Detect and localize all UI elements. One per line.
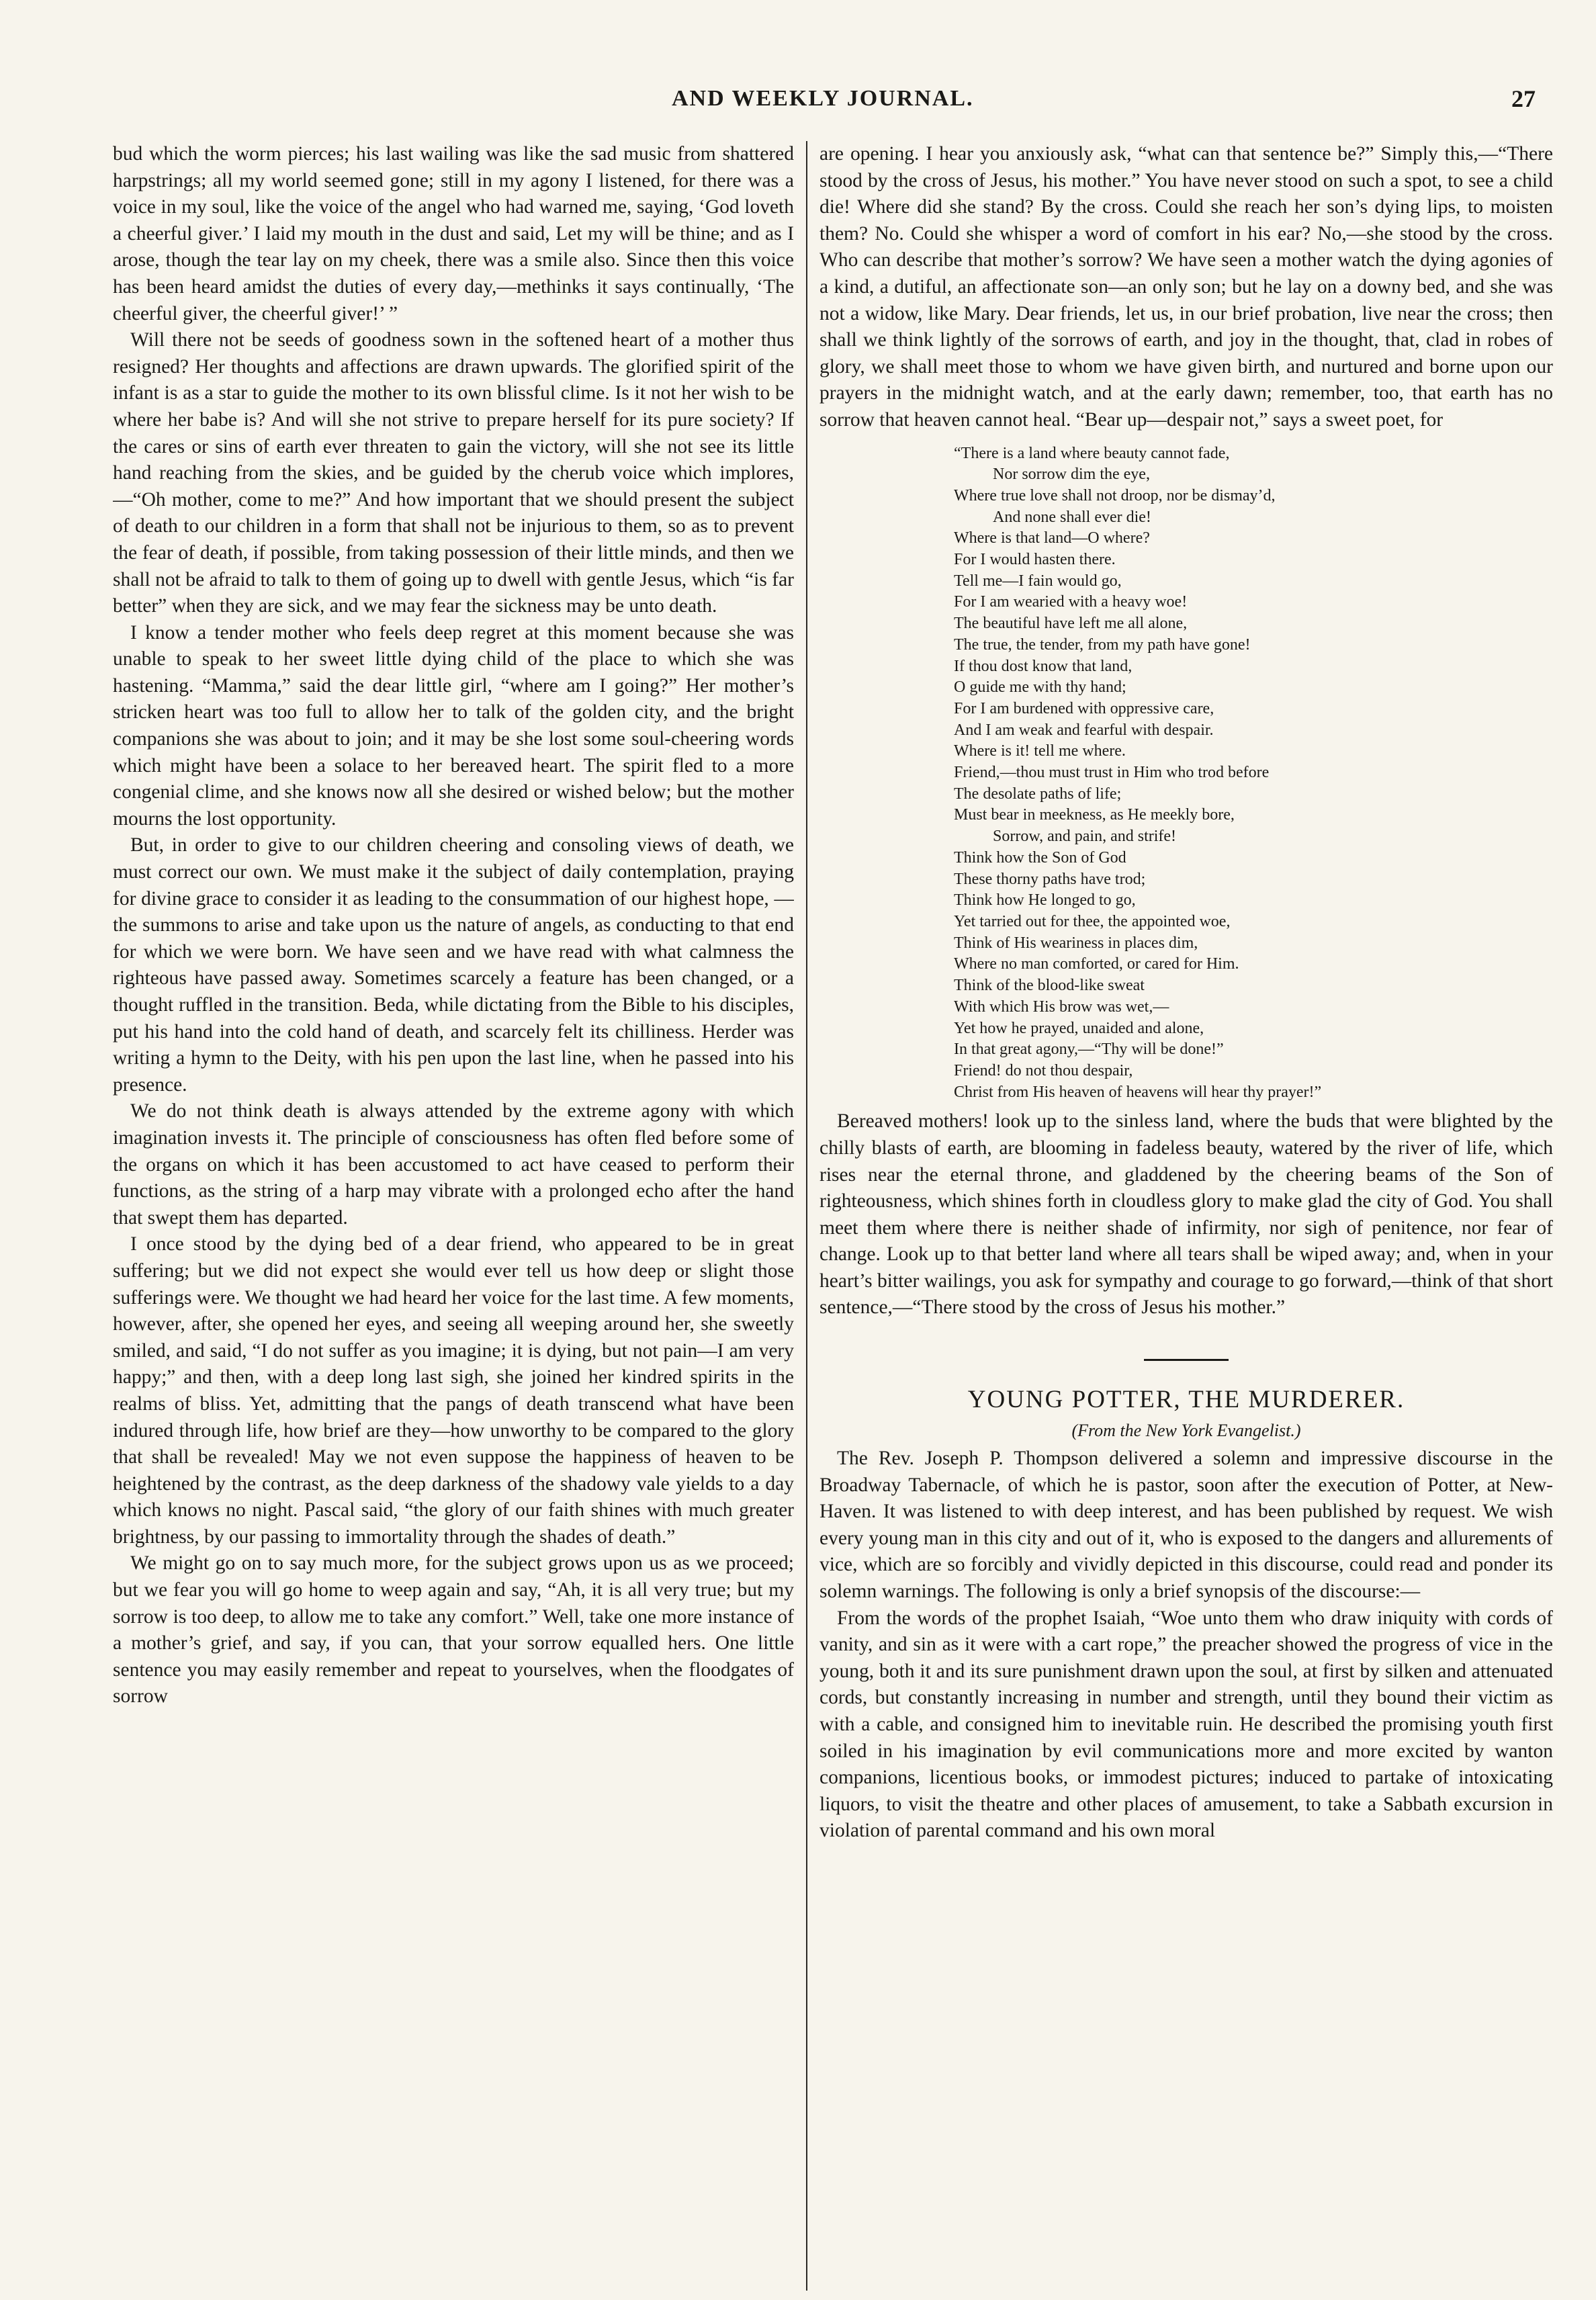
paragraph: We might go on to say much more, for the subject grows upon us as we proceed; but we fear you will go home to weep again and say, “Ah, it is all very true; but my sorrow is too deep, to allow me to take any comfort.” Well, take one more instance of a mother’s grief, and say, if you can, that your sorrow equalled hers. One little sentence you may easily remember and repeat to yourselves, when the floodgates of sorrow: [113, 1552, 794, 1708]
poem-line: For I am burdened with oppressive care,: [954, 699, 1214, 717]
poem-line: And I am weak and fearful with despair.: [954, 721, 1214, 739]
poem-line: Christ from His heaven of heavens will hear thy prayer!”: [954, 1083, 1322, 1101]
paragraph: We do not think death is always attended by the extreme agony with which imagination invests it. The principle of consciousness has often fled before some of the organs on which it has been accustomed to act have ceased to perform their functions, as the string of a harp may vibrate with a prolonged echo after the hand that swept them has departed.: [113, 1100, 794, 1229]
poem-line: In that great agony,—“Thy will be done!”: [954, 1041, 1224, 1059]
article-source: (From the New York Evangelist.): [1071, 1421, 1301, 1441]
article-title: YOUNG POTTER, THE MURDERER.: [967, 1386, 1405, 1414]
paragraph: The Rev. Joseph P. Thompson delivered a solemn and impressive discourse in the Broadway Tabernacle, of which he is pastor, soon after the execution of Potter, at New-Haven. It was listened to with deep interest, and has been published by request. We wish every young man in this city and out of it, who is exposed to the dangers and allurements of vice, which are so forcibly and vividly depicted in this discourse, could read and ponder its solemn warnings. The following is only a brief synopsis of the discourse:—: [819, 1448, 1553, 1603]
poem-line: If thou dost know that land,: [954, 657, 1133, 675]
poem-line: The desolate paths of life;: [954, 785, 1122, 803]
paragraph: bud which the worm pierces; his last wailing was like the sad music from shattered harpstrings; all my world seemed gone; still in my agony I listened, for there was a voice in my soul, like the voice of the angel who had warned me, saying, ‘God loveth a cheerful giver.’ I laid my mouth in the dust and said, Let my will be thine; and as I arose, though the tear lay on my cheek, there was a smile also. Since then this voice has been heard amidst the duties of every day,—methinks it says continually, ‘The cheerful giver, the cheerful giver!’ ”: [113, 143, 794, 324]
poem-line: With which His brow was wet,—: [954, 998, 1169, 1016]
running-head: AND WEEKLY JOURNAL.: [672, 86, 974, 111]
poem-line: Where true love shall not droop, nor be dismay’d,: [954, 486, 1276, 504]
poem-line: For I am wearied with a heavy woe!: [954, 593, 1188, 611]
paragraph: Will there not be seeds of goodness sown in the softened heart of a mother thus resigned? Her thoughts and affections are drawn upwards. The glorified spirit of the infant is as a star to guide the mother to its own blissful clime. Is it not her wish to be where her babe is? And will she not strive to prepare herself for its pure society? If the cares or sins of earth ever threaten to gain the victory, will she not see its little hand reaching from the skies, and be guided by the cherub voice which implores,—“Oh mother, come to me?” And how important that we should present the subject of death to our children in a form that shall not be injurious to them, so as to prevent the fear of death, if possible, from taking possession of their little minds, and then we shall not be afraid to talk to them of going up to dwell with gentle Jesus, which “is far better” when they are sick, and we may fear the sickness may be unto death.: [113, 329, 794, 617]
poem-line: And none shall ever die!: [993, 508, 1151, 526]
poem-line: Where no man comforted, or cared for Him.: [954, 955, 1239, 973]
poem-line: Friend! do not thou despair,: [954, 1061, 1133, 1079]
poem-line: Tell me—I fain would go,: [954, 572, 1122, 590]
poem-line: Yet how he prayed, unaided and alone,: [954, 1019, 1204, 1037]
paragraph: From the words of the prophet Isaiah, “Woe unto them who draw iniquity with cords of vanity, and sin as it were with a cart rope,” the preacher showed the progress of vice in the young, both it and its sure punishment drawn upon the soul, at first by silken and attenuated cords, but constantly increasing in number and strength, until they bound their victim as with a cable, and consigned him to inevitable ruin. He described the promising youth first soiled in his imagination by evil communications more and more excited by wanton companions, licentious books, or immodest pictures; induced to partake of intoxicating liquors, to visit the theatre and other places of amusement, to take a Sabbath excursion in violation of parental command and his own moral: [819, 1607, 1553, 1842]
poem-line: “There is a land where beauty cannot fade,: [954, 444, 1230, 462]
poem-line: Must bear in meekness, as He meekly bore,: [954, 806, 1235, 824]
paragraph: Bereaved mothers! look up to the sinless land, where the buds that were blighted by the chilly blasts of earth, are blooming in fadeless beauty, watered by the river of life, which rises near the eternal throne, and gladdened by the cheering beams of the Son of righteousness, which shines forth in cloudless glory to make glad the city of God. You shall meet them where there is neither shade of infirmity, nor sigh of penitence, nor fear of change. Look up to that better land where all tears shall be wiped away; and, when in your heart’s bitter wailings, you ask for sympathy and courage to go forward,—think of that short sentence,—“There stood by the cross of Jesus his mother.”: [819, 1110, 1553, 1319]
poem: [819, 443, 1553, 1104]
poem-line: O guide me with thy hand;: [954, 678, 1126, 697]
poem-line: Think of His weariness in places dim,: [954, 934, 1198, 952]
poem-line: Think how He longed to go,: [954, 891, 1136, 910]
paragraph: I know a tender mother who feels deep regret at this moment because she was unable to speak to her sweet little dying child of the place to which she was hastening. “Mamma,” said the dear little girl, “where am I going?” Her mother’s stricken heart was too full to allow her to talk of the golden city, and the bright companions she was about to join; and it may be she lost some soul-cheering words which might have been a solace to her bereaved heart. The spirit fled to a more congenial clime, and she knows now all she desired or wished below; but the mother mourns the lost opportunity.: [113, 621, 794, 830]
paragraph: are opening. I hear you anxiously ask, “what can that sentence be?” Simply this,—“There stood by the cross of Jesus, his mother.” You have never stood on such a spot, to see a child die! Where did she stand? By the cross. Could she reach her son’s dying lips, to moisten them? No. Could she whisper a word of comfort in his ear? No,—she stood by the cross. Who can describe that mother’s sorrow? We have seen a mother watch the dying agonies of a kind, a dutiful, an affectionate son—an only son; but he lay on a downy bed, and she was not a widow, like Mary. Dear friends, let us, in our brief probation, live near the cross; then shall we think lightly of the sorrows of earth, and joy in the thought, that, clad in robes of glory, we shall meet those to whom we have given birth, and nurtured and borne upon our prayers in the midnight watch, and at the early dawn; remember, too, that earth has no sorrow that heaven cannot heal. “Bear up—despair not,” says a sweet poet, for: [819, 143, 1553, 431]
poem-line: For I would hasten there.: [954, 551, 1116, 569]
poem-line: Think of the blood-like sweat: [954, 977, 1145, 995]
poem-line: Think how the Son of God: [954, 848, 1126, 867]
poem-line: Nor sorrow dim the eye,: [993, 466, 1150, 484]
poem-line: Yet tarried out for thee, the appointed woe,: [954, 913, 1231, 930]
paragraph: I once stood by the dying bed of a dear friend, who appeared to be in great suffering; but we did not expect she would ever tell us how deep or slight those sufferings were. We thought we had heard her voice for the last time. A few moments, however, after, she opened her eyes, and seeing all weeping around her, she sweetly smiled, and said, “I do not suffer as you imagine; it is dying, but not pain—I am very happy;” and then, with a deep long last sigh, she joined her kindred spirits in the realms of bliss. Yet, admitting that the pangs of death transcend what have been indured through life, how brief are they—how unworthy to be compared to the glory that shall be revealed! May we not even suppose the happiness of heaven to be heightened by the contrast, as the deep darkness of the shadowy vale yields to a day which knows no night. Pascal said, “the glory of our faith shines with much greater brightness, by our passing to immortality through the shades of death.”: [113, 1233, 794, 1548]
left-column: [113, 141, 794, 2291]
right-column: [819, 141, 1553, 2291]
poem-line: These thorny paths have trod;: [954, 870, 1146, 888]
poem-line: Where is that land—O where?: [954, 529, 1150, 547]
section-divider: [1144, 1359, 1229, 1361]
column-rule: [806, 141, 807, 2291]
poem-line: The true, the tender, from my path have gone!: [954, 635, 1251, 654]
paragraph: But, in order to give to our children cheering and consoling views of death, we must correct our own. We must make it the subject of daily contemplation, praying for divine grace to consider it as leading to the consummation of our highest hope, —the summons to arise and take upon us the nature of angels, as conducting to that end for which we were born. We have seen and we have read with what calmness the righteous have passed away. Sometimes scarcely a feature has been changed, or a thought ruffled in the transition. Beda, while dictating from the Bible to his disciples, put his hand into the cold hand of death, and scarcely felt its chilliness. Herder was writing a hymn to the Deity, with his pen upon the last line, when he passed into his presence.: [113, 834, 794, 1096]
poem-line: Sorrow, and pain, and strife!: [993, 828, 1177, 846]
poem-line: Where is it! tell me where.: [954, 742, 1126, 760]
page-number: 27: [1511, 85, 1536, 112]
poem-line: Friend,—thou must trust in Him who trod before: [954, 764, 1270, 782]
poem-line: The beautiful have left me all alone,: [954, 615, 1188, 633]
